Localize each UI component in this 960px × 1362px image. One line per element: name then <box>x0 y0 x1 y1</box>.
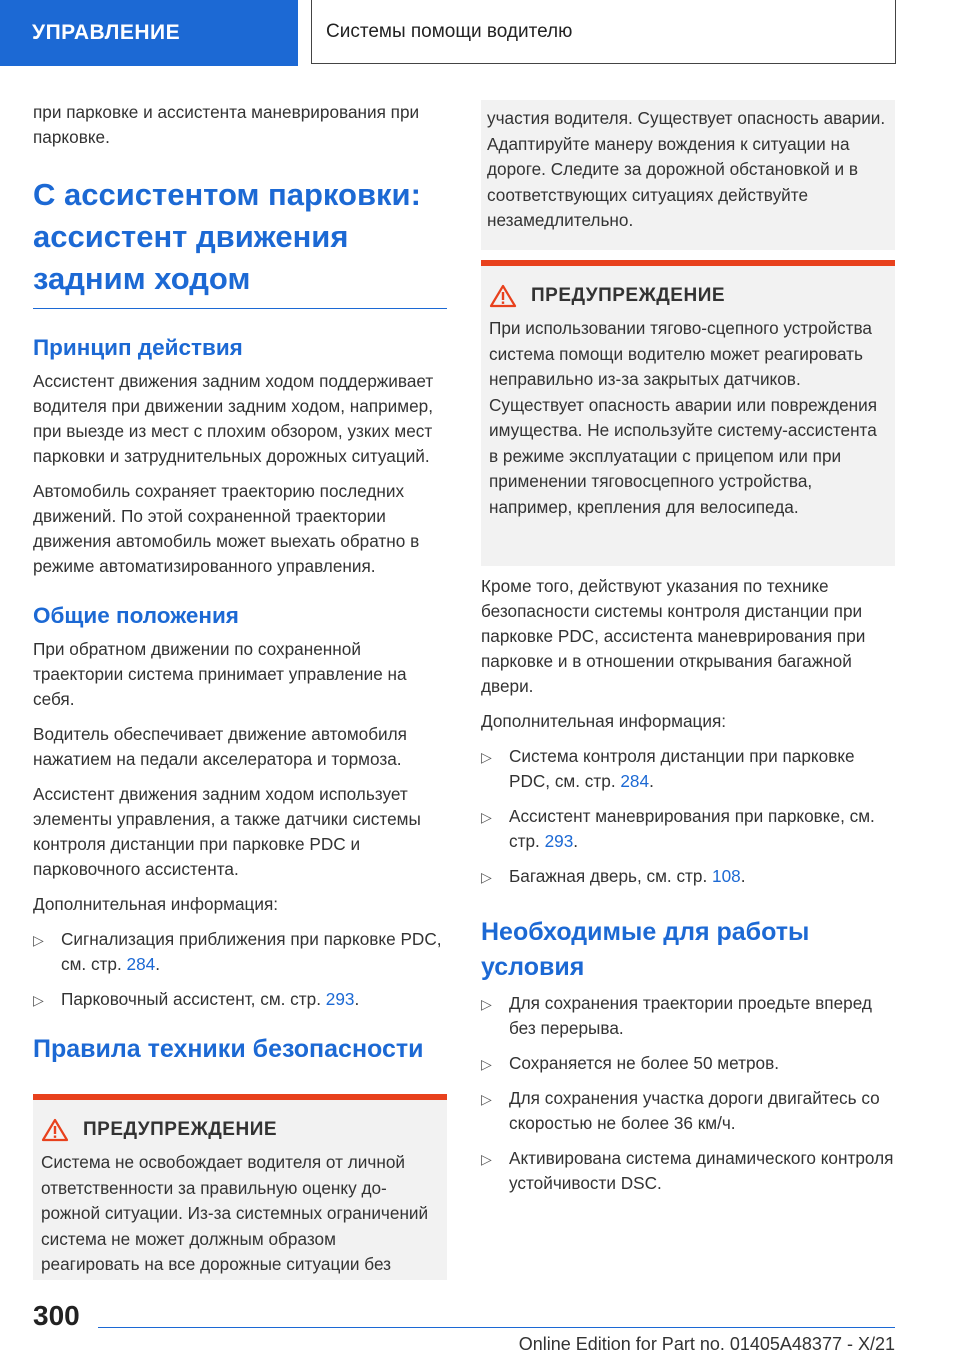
conditions-heading: Необходимые для работы условия <box>481 918 810 981</box>
general-text-3: Ассистент движения задним ходом использует элементы управления, а также датчики системы контроля дистанции при парковке PDC и парковочного ассистента. <box>33 784 421 879</box>
triangle-bullet-icon: ▷ <box>481 1056 492 1072</box>
safety-heading: Правила техники безопасности <box>33 1035 424 1063</box>
list-item <box>481 1086 895 1136</box>
triangle-bullet-icon: ▷ <box>481 1091 492 1107</box>
chapter-header <box>311 0 896 64</box>
triangle-bullet-icon: ▷ <box>481 996 492 1012</box>
warning-head <box>33 1100 447 1142</box>
general-text-4: Дополнительная информация: <box>33 894 279 914</box>
warning-box-left <box>33 1094 447 1280</box>
warning-label: ПРЕДУПРЕЖДЕНИЕ <box>531 285 726 306</box>
left-column <box>33 100 447 1072</box>
warning-text: Система не освобождает водителя от личной ответственности за правильную оценку дорожной ситуации. Из-за системных ограничений система не может должным образом реагировать на все дорожные ситуации без <box>41 1152 429 1274</box>
warning-continuation-box <box>481 100 895 250</box>
general-text-1: При обратном движении по сохраненной траектории система принимает управление на себя. <box>33 639 407 709</box>
list-item-text: Для сохранения траектории проедьте вперед без перерыва. <box>509 993 872 1038</box>
list-item: ▷ Система контроля дистанции при парковке PDC, см. стр. 284. <box>481 746 855 791</box>
safety-note-text: Кроме того, действуют указания по технике безопасности системы контроля дистанции при парковке PDC, ассистента маневрирования при парковке и в отношении открывания багажной двери. <box>481 576 866 696</box>
triangle-bullet-icon: ▷ <box>33 992 44 1008</box>
triangle-bullet-icon: ▷ <box>481 869 492 885</box>
right-column-flow <box>481 574 895 1206</box>
list-item: ▷ Ассистент маневрирования при парковке, см. стр. 293. <box>481 806 875 851</box>
page-ref-link[interactable]: 293 <box>325 989 355 1009</box>
page-ref-link[interactable]: 293 <box>544 831 574 851</box>
right-bullet-list <box>481 744 895 889</box>
list-item <box>481 1146 895 1196</box>
general-text-2: Водитель обеспечивает движение автомобиля нажатием на педали акселератора и тормоза. <box>33 724 407 769</box>
warning-head <box>481 266 895 308</box>
list-item-text: Сигнализация приближения при парковке PDC, см. стр. <box>61 929 442 974</box>
principle-text-1: Ассистент движения задним ходом поддерживает водителя при движении задним ходом, например, при выезде из мест с плохим обзором, узких мест парковки и затруднительных дорожных ситуаций. <box>33 371 434 466</box>
list-item-text: Багажная дверь, см. стр. <box>509 866 713 886</box>
triangle-bullet-icon: ▷ <box>481 809 492 825</box>
warning-label: ПРЕДУПРЕЖДЕНИЕ <box>83 1119 278 1140</box>
footer-edition: Online Edition for Part no. 01405A48377 - X/21 <box>518 1334 895 1354</box>
intro-text: при парковке и ассистента маневрирования при парковке. <box>33 102 420 147</box>
triangle-bullet-icon: ▷ <box>481 1151 492 1167</box>
list-item: ▷ Сигнализация приближения при парковке PDC, см. стр. 284. <box>33 929 442 974</box>
page-ref-link[interactable]: 108 <box>712 866 741 886</box>
left-bullet-list <box>33 927 447 1012</box>
main-title: С ассистентом парковки: ассистент движения задним ходом <box>33 177 421 296</box>
warning-continuation-text: участия водителя. Существует опасность аварии. Адаптируйте манеру вождения к ситуации на дороге. Следите за дорожной обстановкой и в соответствующих ситуациях действуйте незамедлительно. <box>487 108 886 230</box>
page-header <box>0 0 960 66</box>
principle-heading: Принцип действия <box>33 335 243 360</box>
general-heading: Общие положения <box>33 603 239 628</box>
warning-box-right <box>481 260 895 566</box>
principle-text-2: Автомобиль сохраняет траекторию последних движений. По этой сохраненной траектории движения автомобиль может выехать обратно в режиме автоматизированного управления. <box>33 481 420 576</box>
list-item <box>481 991 895 1041</box>
section-tab[interactable]: УПРАВЛЕНИЕ <box>0 0 298 66</box>
footer-divider <box>98 1327 895 1328</box>
list-item-text: Ассистент маневрирования при парковке, см. стр. <box>509 806 875 851</box>
page-ref-link[interactable]: 284 <box>126 954 156 974</box>
warning-triangle-icon <box>489 284 517 308</box>
page-ref-link[interactable]: 284 <box>620 771 650 791</box>
triangle-bullet-icon: ▷ <box>481 749 492 765</box>
triangle-bullet-icon: ▷ <box>33 932 44 948</box>
page-number: 300 <box>33 1300 80 1331</box>
list-item-text: Сохраняется не более 50 метров. <box>509 1053 779 1073</box>
list-item-text: Активирована система динамического контроля устойчивости DSC. <box>509 1148 894 1193</box>
additional-info-label: Дополнительная информация: <box>481 711 727 731</box>
list-item-text: Парковочный ассистент, см. стр. <box>61 989 326 1009</box>
warning-text: При использовании тягово-сцепного устройства система помощи водителю может реагировать неправильно из-за закрытых датчиков. Существует опасность аварии или повреждения имущества. Не используйте систему-ассистента в режиме эксплуатации с прицепом или при применении тяговосцепного устройства, например, крепления для велосипеда. <box>489 318 878 517</box>
conditions-list <box>481 991 895 1196</box>
warning-triangle-icon <box>41 1118 69 1142</box>
list-item-text: Система контроля дистанции при парковке PDC, см. стр. <box>509 746 855 791</box>
list-item: ▷ Багажная дверь, см. стр. 108. <box>481 864 895 889</box>
chapter-title: Системы помощи водителю <box>326 21 573 42</box>
list-item <box>481 1051 895 1076</box>
title-divider <box>33 308 447 309</box>
list-item: ▷ Парковочный ассистент, см. стр. 293. <box>33 987 447 1012</box>
list-item-text: Для сохранения участка дороги двигайтесь со скоростью не более 36 км/ч. <box>509 1088 880 1133</box>
